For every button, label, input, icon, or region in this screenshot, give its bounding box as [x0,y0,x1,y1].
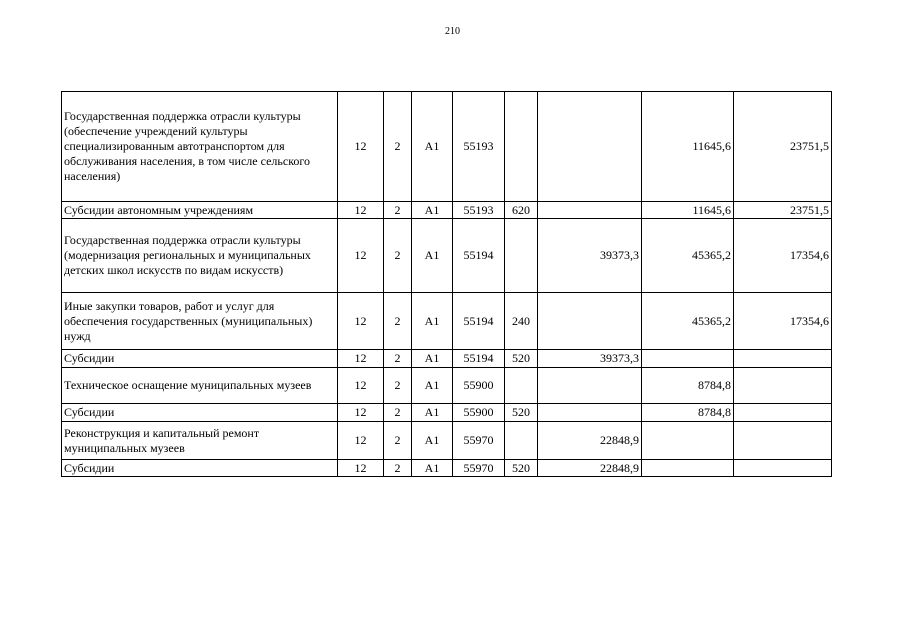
table-row [62,404,832,422]
expense-type-code [505,422,538,460]
amount-3 [734,422,832,460]
section-code: 12 [338,404,384,422]
expense-type-code: 520 [505,350,538,368]
row-name: Государственная поддержка отрасли культуры (обеспечение учреждений культуры специализированным автотранспортом для обслуживания населения, в том числе сельского населения) [62,92,338,202]
amount-1: 22848,9 [538,460,642,477]
table-row [62,202,832,219]
row-name: Субсидии автономным учреждениям [62,202,338,219]
target-code: 55970 [453,460,505,477]
amount-3: 17354,6 [734,293,832,350]
expense-type-code: 520 [505,404,538,422]
amount-2: 8784,8 [642,368,734,404]
subsection-code: 2 [384,368,412,404]
row-name: Техническое оснащение муниципальных музеев [62,368,338,404]
expense-type-code [505,368,538,404]
table-row [62,422,832,460]
program-code: А1 [412,350,453,368]
section-code: 12 [338,422,384,460]
amount-3 [734,350,832,368]
table-row [62,293,832,350]
subsection-code: 2 [384,422,412,460]
program-code: А1 [412,92,453,202]
program-code: А1 [412,460,453,477]
target-code: 55194 [453,219,505,293]
target-code: 55970 [453,422,505,460]
subsection-code: 2 [384,293,412,350]
section-code: 12 [338,293,384,350]
section-code: 12 [338,92,384,202]
subsection-code: 2 [384,404,412,422]
amount-3: 17354,6 [734,219,832,293]
row-name: Субсидии [62,350,338,368]
amount-2: 11645,6 [642,92,734,202]
section-code: 12 [338,219,384,293]
expense-type-code [505,92,538,202]
amount-2 [642,422,734,460]
expense-type-code [505,219,538,293]
row-name: Государственная поддержка отрасли культуры (модернизация региональных и муниципальных детских школ искусств по видам искусств) [62,219,338,293]
row-name: Иные закупки товаров, работ и услуг для обеспечения государственных (муниципальных) нужд [62,293,338,350]
subsection-code: 2 [384,219,412,293]
row-name: Субсидии [62,404,338,422]
amount-2 [642,460,734,477]
expense-type-code: 620 [505,202,538,219]
target-code: 55193 [453,202,505,219]
section-code: 12 [338,460,384,477]
program-code: А1 [412,293,453,350]
amount-1: 39373,3 [538,350,642,368]
amount-2: 11645,6 [642,202,734,219]
section-code: 12 [338,350,384,368]
subsection-code: 2 [384,350,412,368]
amount-3: 23751,5 [734,202,832,219]
program-code: А1 [412,202,453,219]
amount-2: 8784,8 [642,404,734,422]
page-number: 210 [445,26,460,37]
program-code: А1 [412,368,453,404]
table-row [62,368,832,404]
target-code: 55193 [453,92,505,202]
amount-1: 39373,3 [538,219,642,293]
target-code: 55194 [453,293,505,350]
amount-1 [538,92,642,202]
program-code: А1 [412,422,453,460]
target-code: 55900 [453,368,505,404]
subsection-code: 2 [384,460,412,477]
amount-3 [734,368,832,404]
amount-2 [642,350,734,368]
budget-table [61,91,832,477]
target-code: 55900 [453,404,505,422]
amount-1 [538,202,642,219]
program-code: А1 [412,219,453,293]
amount-1 [538,368,642,404]
table-row [62,219,832,293]
amount-3 [734,404,832,422]
row-name: Реконструкция и капитальный ремонт муниципальных музеев [62,422,338,460]
amount-1 [538,404,642,422]
expense-type-code: 520 [505,460,538,477]
amount-3: 23751,5 [734,92,832,202]
amount-3 [734,460,832,477]
table-row [62,460,832,477]
row-name: Субсидии [62,460,338,477]
table-row [62,92,832,202]
target-code: 55194 [453,350,505,368]
amount-1: 22848,9 [538,422,642,460]
amount-1 [538,293,642,350]
program-code: А1 [412,404,453,422]
section-code: 12 [338,202,384,219]
table-row [62,350,832,368]
section-code: 12 [338,368,384,404]
amount-2: 45365,2 [642,293,734,350]
expense-type-code: 240 [505,293,538,350]
subsection-code: 2 [384,202,412,219]
amount-2: 45365,2 [642,219,734,293]
subsection-code: 2 [384,92,412,202]
